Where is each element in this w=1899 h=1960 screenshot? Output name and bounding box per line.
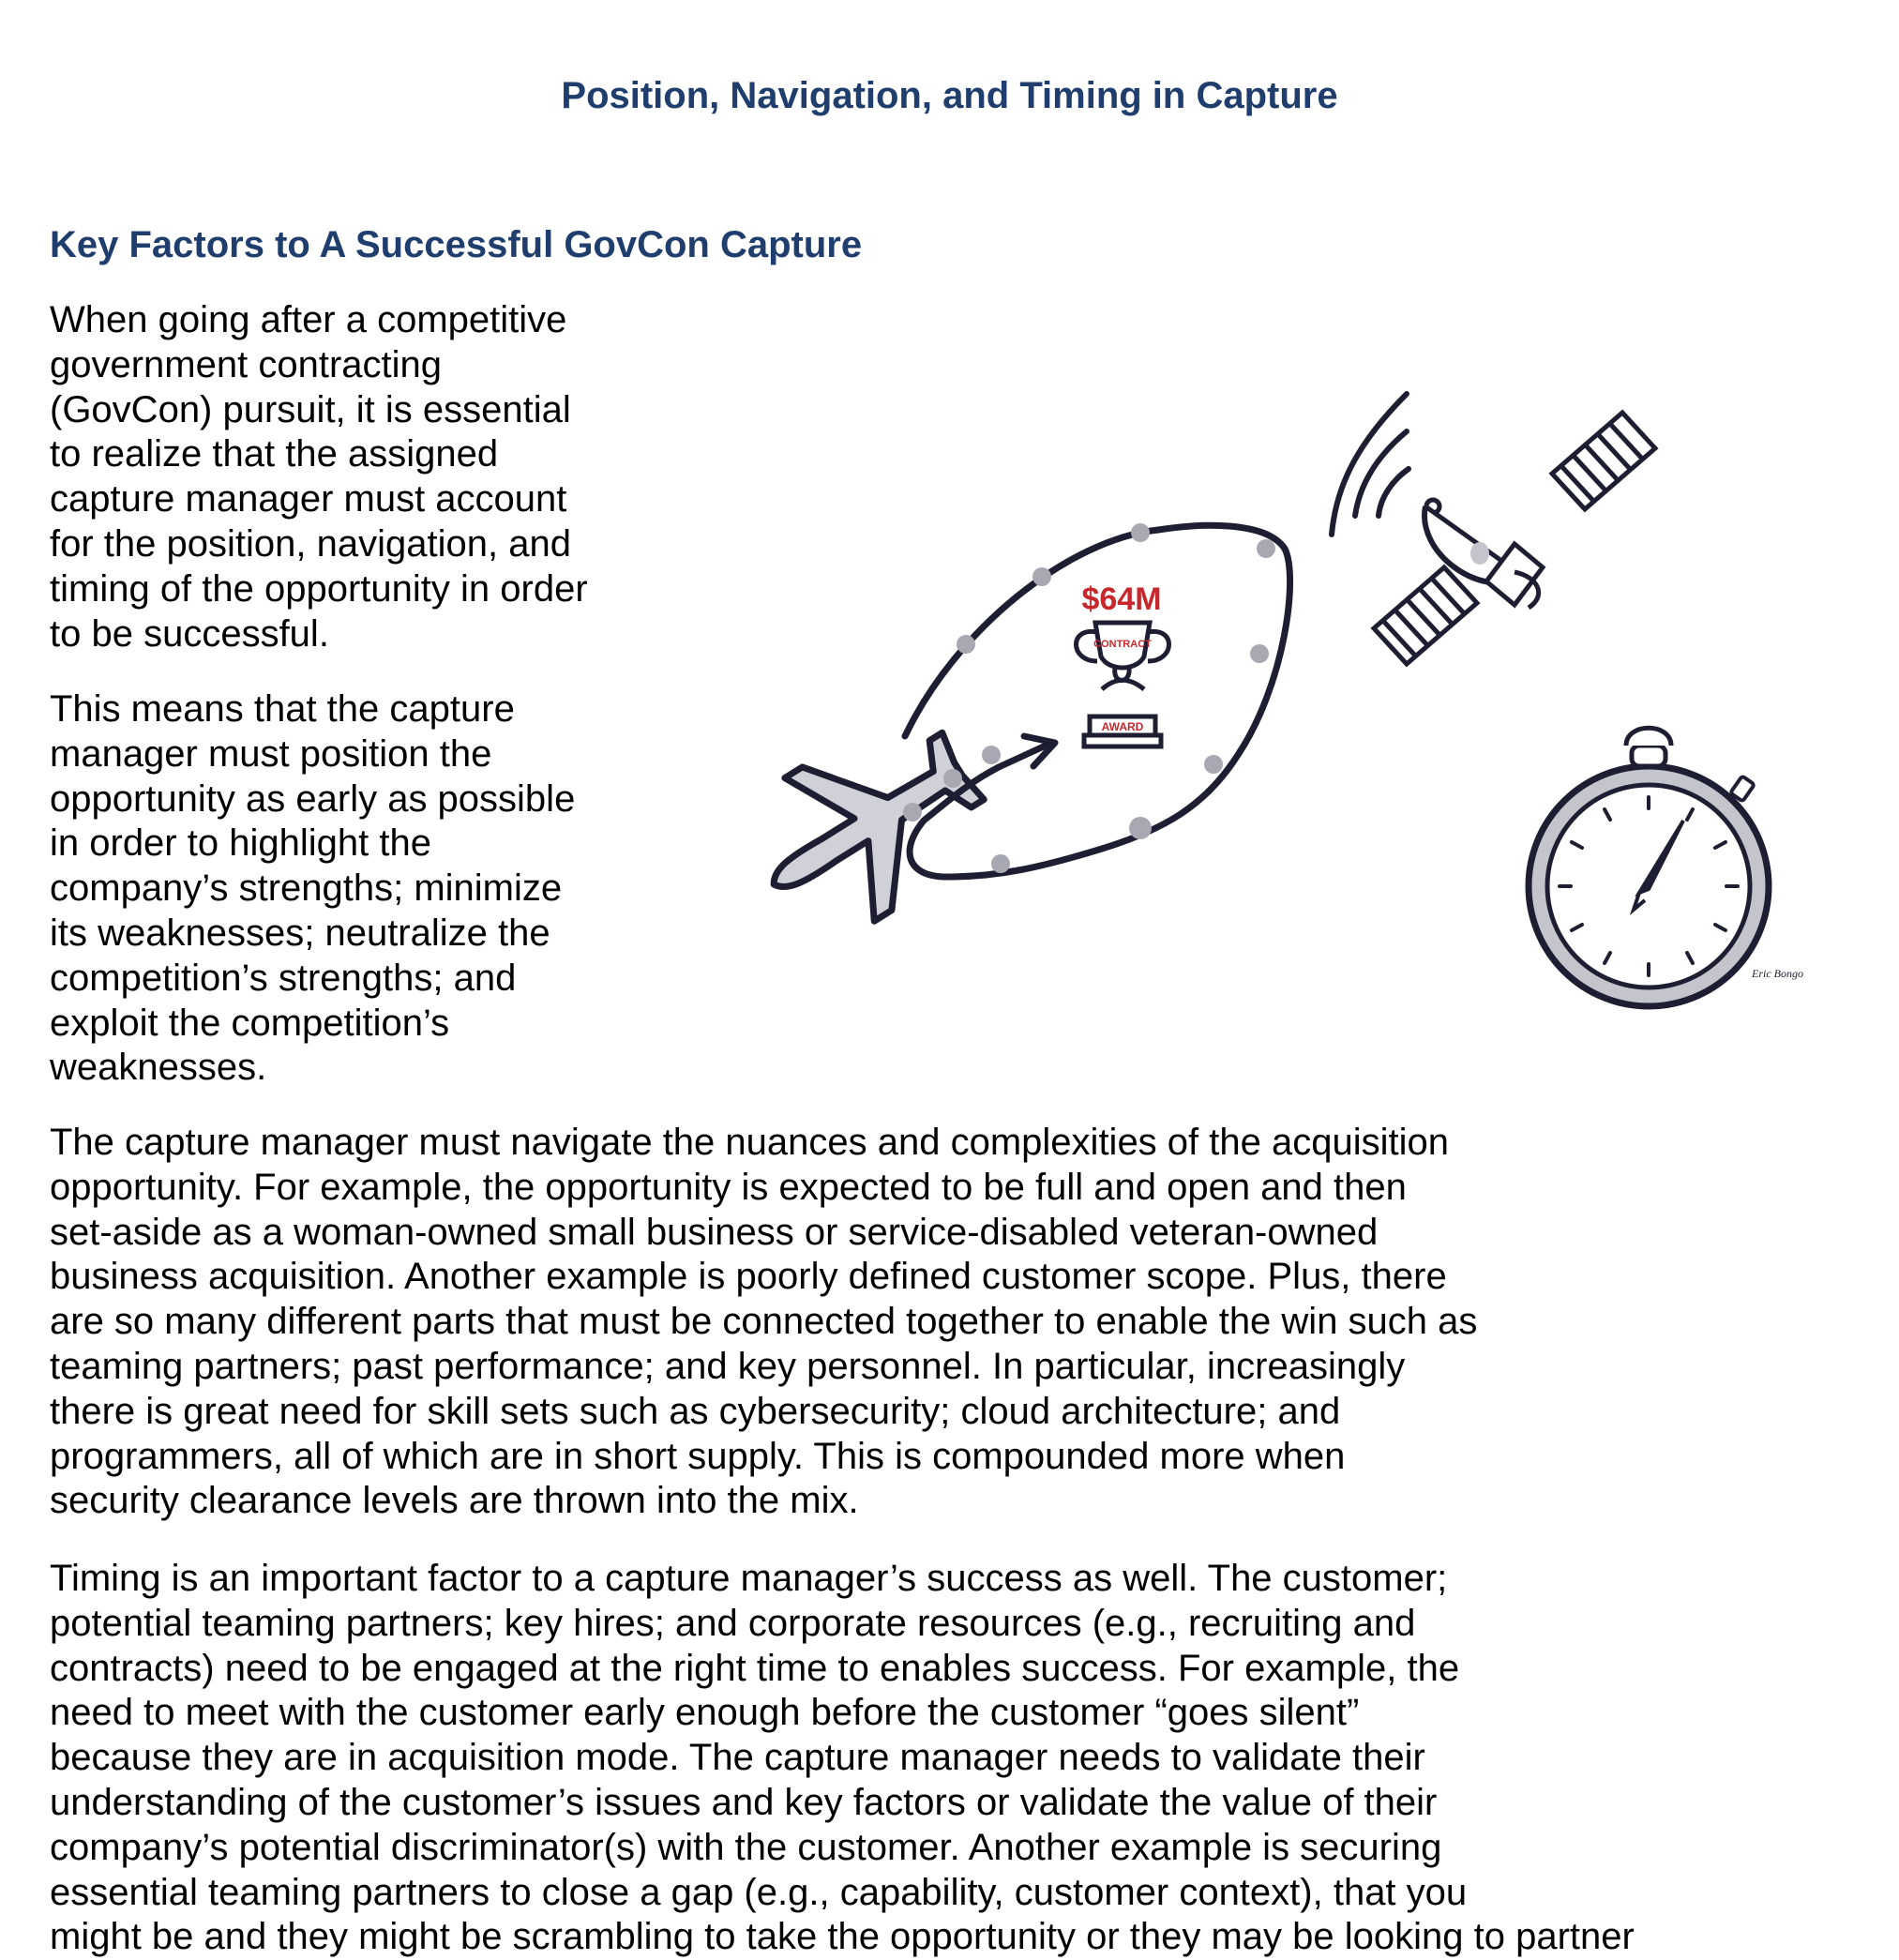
text-line: to realize that the assigned [50,433,499,475]
text-line: in order to highlight the [50,822,431,865]
satellite-icon [1332,394,1655,664]
text-line: (GovCon) pursuit, it is essential [50,388,571,430]
trophy-amount: $64M [1081,581,1162,617]
text-line: business acquisition. Another example is poorly defined customer scope. Plus, there [50,1256,1447,1298]
text-line: because they are in acquisition mode. The capture manager needs to validate their [50,1737,1425,1779]
text-line: manager must position the [50,732,492,775]
paragraph-strengths [50,687,575,1091]
text-line: potential teaming partners; key hires; and corporate resources (e.g., recruiting and [50,1602,1416,1644]
text-line: timing of the opportunity in order [50,567,588,610]
text-line: The capture manager must navigate the nuances and complexities of the acquisition [50,1122,1449,1163]
text-line: essential teaming partners to close a gap (e.g., capability, customer context), that you [50,1871,1468,1913]
text-line: company’s strengths; minimize [50,867,563,910]
text-line: opportunity. For example, the opportunity is expected to be full and open and then [50,1166,1407,1208]
text-line: to be successful. [50,612,329,655]
text-line: programmers, all of which are in short supply. This is compounded more when [50,1435,1346,1477]
text-line: there is great need for skill sets such as cybersecurity; cloud architecture; and [50,1390,1341,1432]
capture-illustration [675,375,1810,1013]
text-line: its weaknesses; neutralize the [50,912,550,954]
text-line: government contracting [50,343,443,385]
paragraph-navigation [50,1121,1477,1524]
signature: Eric Bongo [1752,967,1803,980]
trophy-label: CONTRACT [1093,639,1152,650]
text-line: Timing is an important factor to a capture manager’s success as well. The customer; [50,1558,1448,1599]
text-line: This means that the capture [50,688,515,730]
trophy-icon [1077,581,1169,746]
text-line: exploit the competition’s [50,1002,450,1044]
page-title: Position, Navigation, and Timing in Capture [561,75,1338,116]
paragraph-timing [50,1557,1635,1960]
stopwatch-icon [1529,728,1803,1006]
text-line: need to meet with the customer early enough before the customer “goes silent” [50,1692,1360,1734]
text-line: set-aside as a woman-owned small business or service-disabled veteran-owned [50,1211,1379,1253]
text-line: When going after a competitive [50,299,567,340]
text-line: capture manager must account [50,478,567,520]
trophy-base-label: AWARD [1101,720,1144,733]
section-heading: Key Factors to A Successful GovCon Capture [50,224,863,265]
airplane-icon [730,695,1008,957]
text-line: contracts) need to be engaged at the right time to enables success. For example, the [50,1647,1460,1689]
text-line: company’s potential discriminator(s) with the customer. Another example is securing [50,1826,1442,1868]
text-line: understanding of the customer’s issues and key factors or validate the value of their [50,1781,1438,1823]
text-line: for the position, navigation, and [50,522,571,565]
text-line: teaming partners; past performance; and key personnel. In particular, increasingly [50,1345,1406,1387]
text-line: opportunity as early as possible [50,777,576,820]
paragraph-position [50,298,588,656]
text-line: might be and they might be scrambling to take the opportunity or they may be looking to partner [50,1916,1635,1958]
text-line: are so many different parts that must be connected together to enable the win such as [50,1301,1478,1343]
orbit-path-icon [903,523,1290,877]
text-line: weaknesses. [50,1047,267,1089]
text-line: competition’s strengths; and [50,957,517,999]
text-line: security clearance levels are thrown into the mix. [50,1480,859,1522]
